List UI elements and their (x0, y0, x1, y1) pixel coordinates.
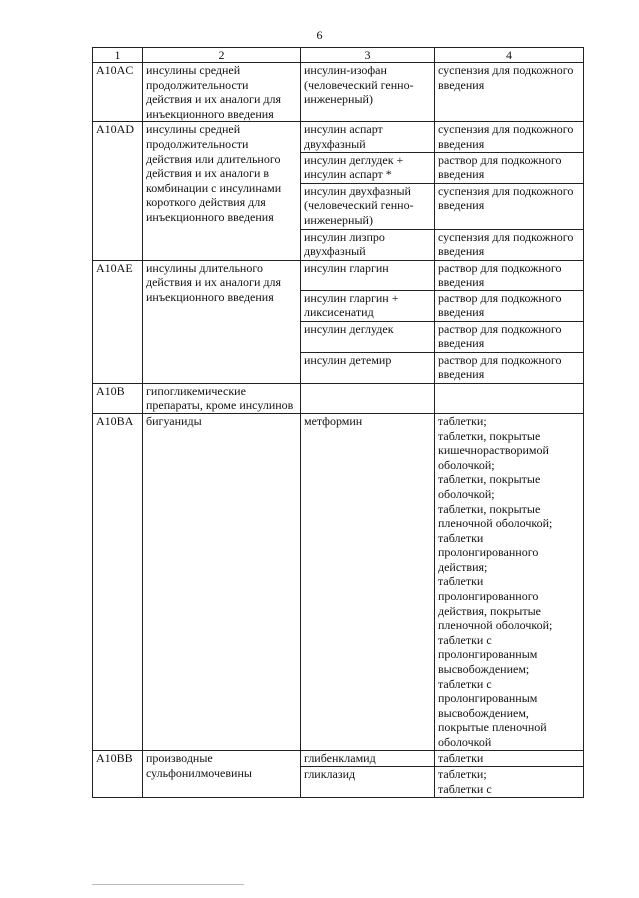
atc-code: A10B (93, 383, 143, 413)
drug-names-cell (301, 63, 435, 122)
table-row (93, 750, 584, 797)
atc-code: A10AC (93, 63, 143, 122)
dosage-form: раствор для подкожного введения (435, 290, 583, 321)
column-number: 1 (93, 48, 143, 63)
atc-code: A10BA (93, 413, 143, 750)
dosage-form: раствор для подкожного введения (438, 260, 562, 290)
drug-name: инсулин двухфазный (человеческий генно-инженерный) (301, 183, 434, 229)
column-number: 4 (435, 48, 584, 63)
drug-name: метформин (304, 413, 363, 428)
drug-name: гликлазид (301, 766, 434, 797)
pharmacological-group: инсулины длительного действия и их аналоги для инъекционного введения (143, 260, 301, 383)
drug-name: инсулин деглудек (301, 321, 434, 352)
dosage-form: таблетки (438, 750, 484, 765)
drug-names-cell (301, 383, 435, 413)
drug-name: инсулин лизпро двухфазный (301, 229, 434, 260)
dosage-form (435, 384, 583, 399)
dosage-form: раствор для подкожного введения (435, 152, 583, 183)
footnote-divider (92, 884, 244, 885)
atc-code: A10AE (93, 260, 143, 383)
table-row (93, 122, 584, 260)
atc-code: A10AD (93, 122, 143, 260)
pharmacological-group: бигуаниды (143, 413, 301, 750)
drug-name: инсулин аспарт двухфазный (304, 122, 383, 151)
dosage-form: суспензия для подкожного введения (438, 122, 574, 151)
dosage-forms-cell (435, 383, 584, 413)
dosage-form: суспензия для подкожного введения (435, 183, 583, 229)
table-row (93, 260, 584, 383)
pharmacological-group: гипогликемические препараты, кроме инсулинов (143, 383, 301, 413)
drug-table (92, 47, 584, 798)
dosage-form: раствор для подкожного введения (435, 352, 583, 383)
dosage-form: суспензия для подкожного введения (438, 63, 574, 92)
table-row (93, 63, 584, 122)
column-number: 2 (143, 48, 301, 63)
drug-names-cell (301, 750, 435, 797)
column-number: 3 (301, 48, 435, 63)
drug-name: инсулин-изофан (человеческий генно-инженерный) (304, 63, 414, 107)
table-body (93, 63, 584, 798)
pharmacological-group: инсулины средней продолжительности действия или длительного действия и их аналоги в комбинации с инсулинами короткого действия для инъекционного введения (143, 122, 301, 260)
drug-name: глибенкламид (304, 750, 376, 765)
drug-names-cell (301, 260, 435, 383)
dosage-form: раствор для подкожного введения (435, 321, 583, 352)
dosage-forms-cell (435, 413, 584, 750)
drug-name: инсулин гларгин + ликсисенатид (301, 290, 434, 321)
column-number-row (93, 48, 584, 63)
drug-name: инсулин деглудек + инсулин аспарт * (301, 152, 434, 183)
drug-name: инсулин детемир (301, 352, 434, 383)
table-row (93, 383, 584, 413)
dosage-form: таблетки; таблетки, покрытые кишечнорастворимой оболочкой; таблетки, покрытые оболочкой; таблетки, покрытые пленочной оболочкой; таблетки пролонгированного действия; таблетки пролонгированного действия, покрытые пленочной оболочкой; таблетки с пролонгированным высвобождением; таблетки с пролонгированным высвобождением, покрытые пленочной оболочкой (438, 413, 553, 749)
dosage-forms-cell (435, 750, 584, 797)
drug-name: инсулин гларгин (304, 260, 389, 275)
pharmacological-group: производные сульфонилмочевины (143, 750, 301, 797)
dosage-forms-cell (435, 260, 584, 383)
drug-names-cell (301, 122, 435, 260)
table-row (93, 413, 584, 750)
dosage-form: суспензия для подкожного введения (435, 229, 583, 260)
dosage-forms-cell (435, 63, 584, 122)
drug-name (301, 384, 434, 399)
dosage-form: таблетки; таблетки с (435, 766, 583, 797)
drug-names-cell (301, 413, 435, 750)
page-number: 6 (316, 28, 323, 42)
atc-code: A10BB (93, 750, 143, 797)
pharmacological-group: инсулины средней продолжительности действия и их аналоги для инъекционного введения (143, 63, 301, 122)
dosage-forms-cell (435, 122, 584, 260)
